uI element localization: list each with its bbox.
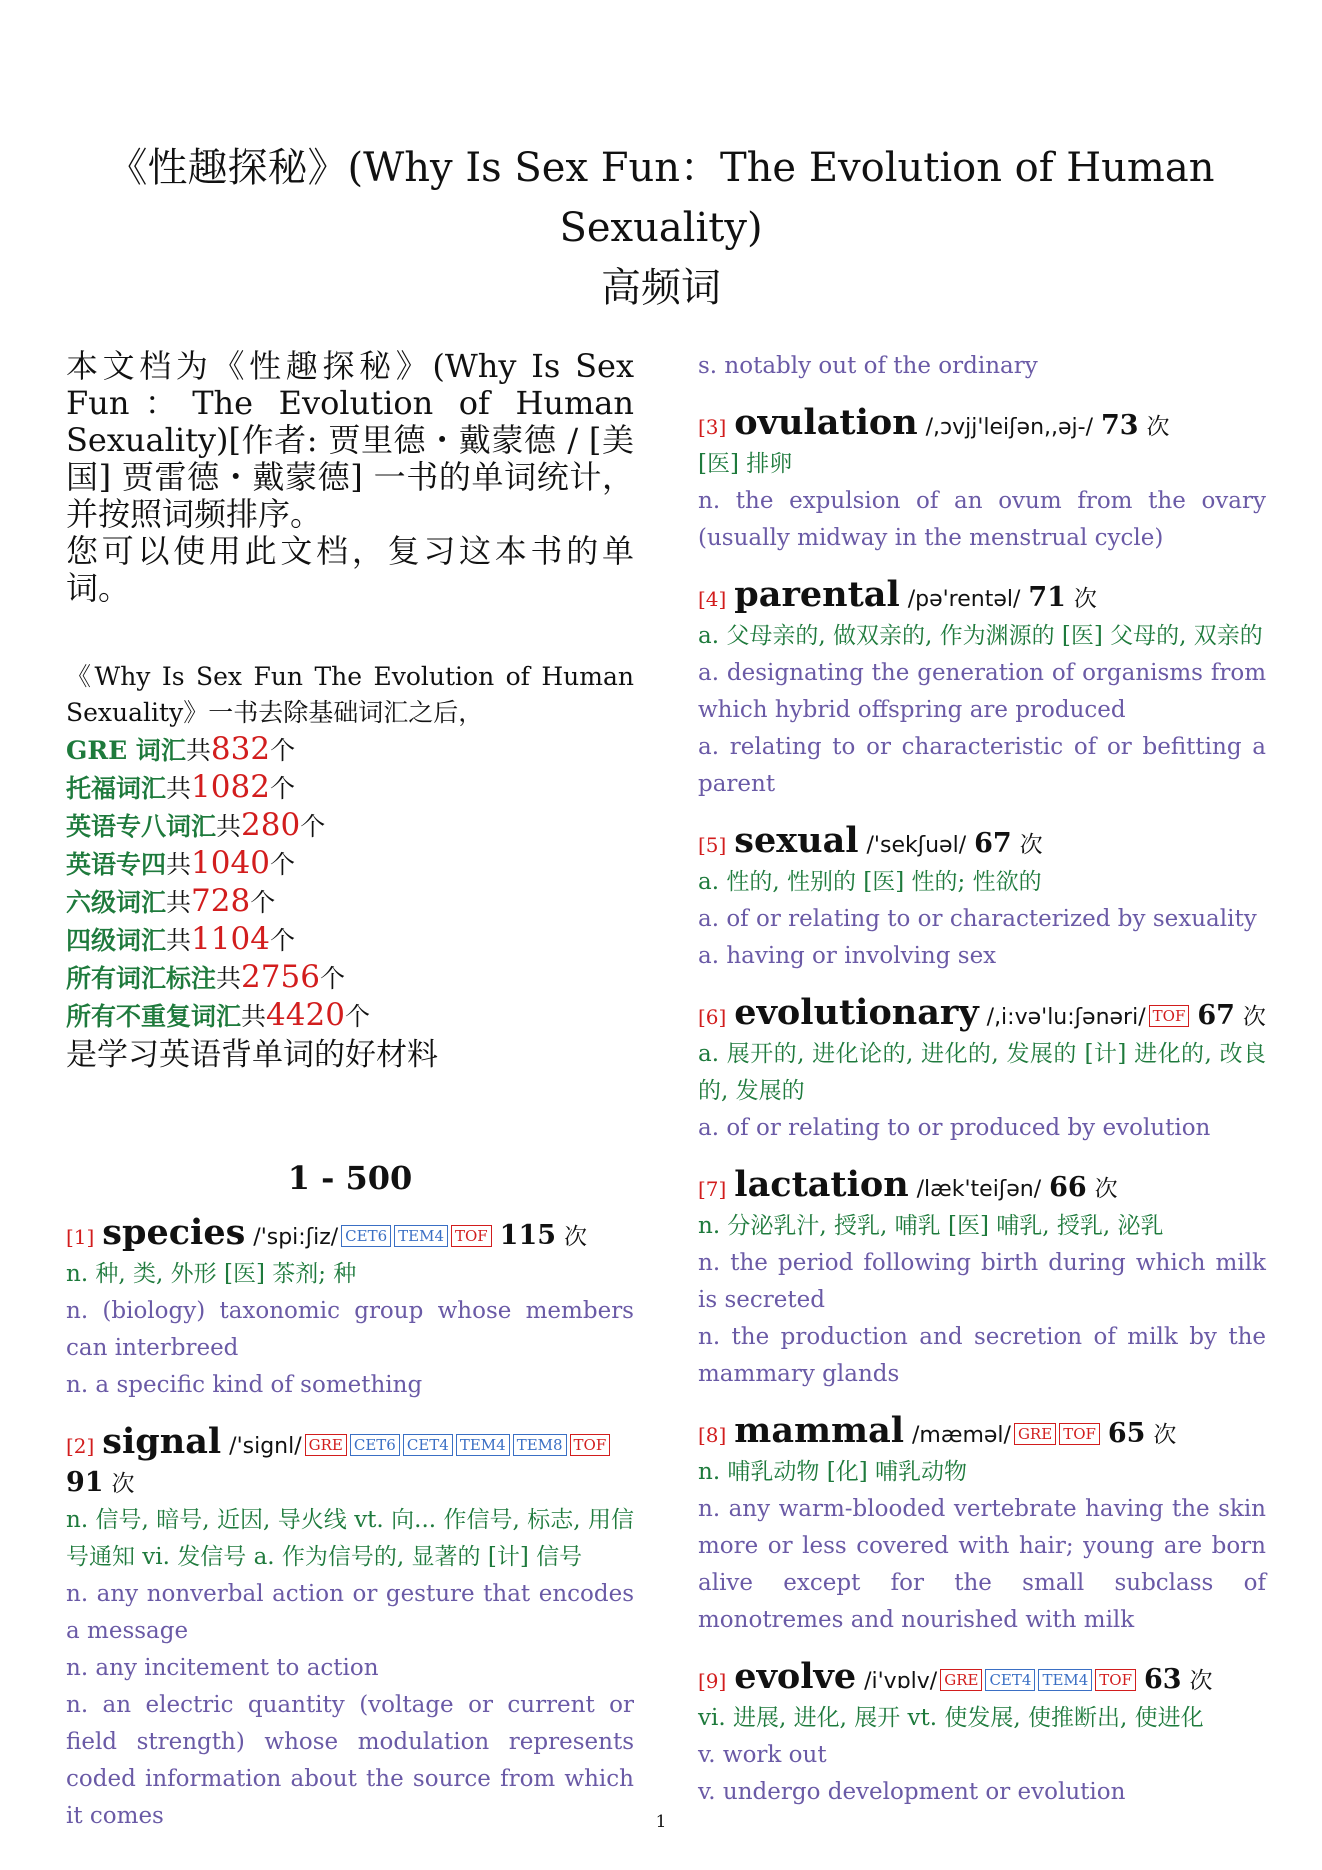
word-entry xyxy=(698,1656,1266,1811)
stat-line xyxy=(66,845,634,883)
stat-unit: 个 xyxy=(269,774,295,803)
entry-head xyxy=(698,1656,1266,1700)
definition-en: n. any warm-blooded vertebrate having the skin more or less covered with hair; young are born alive except for the small subclass of monotremes and nourished with milk xyxy=(698,1496,1266,1633)
stats-list xyxy=(66,731,634,1035)
stat-label: 所有不重复词汇 xyxy=(66,1002,242,1031)
entry-times-suffix: 次 xyxy=(1019,832,1043,858)
definition-en: a. designating the generation of organisms from which hybrid offspring are produced xyxy=(698,660,1266,723)
intro-paragraph-1: 本文档为《性趣探秘》(Why Is Sex Fun：The Evolution of Human Sexuality)[作者: 贾里德・戴蒙德 / [美国] 贾雷德・戴蒙德] 一书的单词统计，并按照词频排序。 xyxy=(66,347,634,533)
exam-tag: GRE xyxy=(940,1669,982,1691)
stat-label: 英语专八词汇 xyxy=(66,812,217,841)
exam-tag: TOF xyxy=(570,1434,611,1456)
entry-times-suffix: 次 xyxy=(1242,1004,1266,1030)
entry-phonetic: /i'vɒlv/ xyxy=(864,1669,938,1694)
definition-cn: n. 信号, 暗号, 近因, 导火线 vt. 向... 作信号, 标志, 用信号通知 vi. 发信号 a. 作为信号的, 显著的 [计] 信号 xyxy=(66,1507,634,1570)
entry-head xyxy=(698,1410,1266,1454)
word-entry xyxy=(698,1410,1266,1639)
stat-gong: 共 xyxy=(166,850,192,879)
word-entry xyxy=(66,1421,634,1835)
entry-phonetic: /,i:və'lu:ʃənəri/ xyxy=(986,1005,1146,1030)
stat-unit: 个 xyxy=(319,964,345,993)
entry-times-suffix: 次 xyxy=(1146,414,1170,440)
page-number: 1 xyxy=(655,1812,667,1832)
entry-word: mammal xyxy=(734,1410,905,1451)
entry-index: [5] xyxy=(698,833,727,857)
definition-en: n. any incitement to action xyxy=(66,1655,379,1681)
entry-word: lactation xyxy=(734,1164,909,1205)
document-title-block xyxy=(40,138,1282,318)
exam-tag: GRE xyxy=(1014,1423,1056,1445)
closing-line: 是学习英语背单词的好材料 xyxy=(66,1037,438,1073)
stat-line xyxy=(66,883,634,921)
stat-count: 1040 xyxy=(191,845,270,881)
stat-label: 四级词汇 xyxy=(66,926,167,955)
entry-frequency: 66 xyxy=(1049,1172,1087,1203)
definition-en: n. the expulsion of an ovum from the ovary (usually midway in the menstrual cycle) xyxy=(698,488,1266,551)
definition-en: v. work out xyxy=(698,1742,827,1768)
stat-unit: 个 xyxy=(270,736,296,765)
entry-head xyxy=(66,1212,634,1256)
document-subtitle: 高频词 xyxy=(601,265,721,311)
stat-count: 1104 xyxy=(191,921,270,957)
definition-cn: a. 展开的, 进化论的, 进化的, 发展的 [计] 进化的, 改良的, 发展的 xyxy=(698,1041,1266,1104)
entry-index: [8] xyxy=(698,1423,727,1447)
entry-head xyxy=(698,1164,1266,1208)
definition-en: a. having or involving sex xyxy=(698,943,997,969)
entry-head xyxy=(698,820,1266,864)
stat-line xyxy=(66,959,634,997)
definition-en: a. of or relating to or produced by evolution xyxy=(698,1115,1211,1141)
entry-phonetic: /,ɔvjj'leiʃən,,əj-/ xyxy=(925,415,1094,440)
word-entry xyxy=(698,402,1266,557)
entry-frequency: 91 xyxy=(66,1467,104,1498)
stat-gong: 共 xyxy=(216,812,242,841)
entry-frequency: 73 xyxy=(1100,410,1139,441)
range-heading: 1 - 500 xyxy=(287,1159,413,1197)
entry-head xyxy=(66,1421,634,1502)
entry-word: evolve xyxy=(734,1656,857,1697)
stat-gong: 共 xyxy=(166,888,192,917)
entry-word: species xyxy=(102,1212,246,1253)
exam-tag: TOF xyxy=(1095,1669,1136,1691)
exam-tag: TEM4 xyxy=(394,1225,448,1247)
word-entry xyxy=(698,574,1266,803)
entry-frequency: 67 xyxy=(1197,1000,1235,1031)
exam-tag: TEM4 xyxy=(1038,1669,1092,1691)
exam-tag: TEM4 xyxy=(456,1434,510,1456)
entries-right xyxy=(698,402,1266,1811)
exam-tag: CET6 xyxy=(350,1434,400,1456)
stat-unit: 个 xyxy=(250,888,276,917)
entry-head xyxy=(698,574,1266,618)
word-entry xyxy=(698,1164,1266,1393)
entry-times-suffix: 次 xyxy=(1094,1176,1118,1202)
word-entry xyxy=(698,820,1266,975)
entry-frequency: 63 xyxy=(1143,1664,1182,1695)
exam-tag: TOF xyxy=(1149,1005,1190,1027)
stat-gong: 共 xyxy=(241,1002,267,1031)
definition-cn: n. 种, 类, 外形 [医] 茶剂; 种 xyxy=(66,1261,357,1287)
definition-en: v. undergo development or evolution xyxy=(698,1779,1126,1805)
exam-tag: TEM8 xyxy=(513,1434,567,1456)
entry-times-suffix: 次 xyxy=(1153,1422,1177,1448)
entry-index: [4] xyxy=(698,587,727,611)
stat-gong: 共 xyxy=(166,926,192,955)
stat-count: 4420 xyxy=(266,997,345,1033)
stat-unit: 个 xyxy=(269,926,295,955)
intro-paragraph-2: 您可以使用此文档，复习这本书的单词。 xyxy=(66,532,634,607)
definition-en: n. (biology) taxonomic group whose members can interbreed xyxy=(66,1298,634,1361)
stat-unit: 个 xyxy=(269,850,295,879)
exam-tag: CET4 xyxy=(985,1669,1035,1691)
stat-label: 六级词汇 xyxy=(66,888,167,917)
stat-gong: 共 xyxy=(185,736,211,765)
stat-gong: 共 xyxy=(216,964,242,993)
definition-cn: a. 父母亲的, 做双亲的, 作为渊源的 [医] 父母的, 双亲的 xyxy=(698,623,1263,649)
entry-word: parental xyxy=(734,574,900,615)
entry-word: evolutionary xyxy=(734,992,979,1033)
stat-count: 2756 xyxy=(241,959,320,995)
entry-times-suffix: 次 xyxy=(1189,1668,1213,1694)
stat-label: 所有词汇标注 xyxy=(66,964,217,993)
entry-frequency: 65 xyxy=(1107,1418,1146,1449)
left-column xyxy=(66,348,634,1855)
definition-en: n. the production and secretion of milk by the mammary glands xyxy=(698,1324,1266,1387)
entry-index: [2] xyxy=(66,1434,95,1458)
definition-cn: n. 分泌乳汁, 授乳, 哺乳 [医] 哺乳, 授乳, 泌乳 xyxy=(698,1213,1164,1239)
stat-count: 728 xyxy=(191,883,251,919)
definition-cn: n. 哺乳动物 [化] 哺乳动物 xyxy=(698,1459,968,1485)
definition-en: n. an electric quantity (voltage or current or field strength) whose modulation represents coded information about the source from which it comes xyxy=(66,1692,634,1829)
stat-count: 1082 xyxy=(191,769,270,805)
right-column xyxy=(698,348,1266,1831)
entry-phonetic: /'spi:ʃiz/ xyxy=(253,1225,339,1250)
definition-en: n. any nonverbal action or gesture that encodes a message xyxy=(66,1581,634,1644)
entry-head xyxy=(698,402,1266,446)
definition-en: a. of or relating to or characterized by sexuality xyxy=(698,906,1257,932)
definition-en: n. a specific kind of something xyxy=(66,1372,423,1398)
stat-line xyxy=(66,769,634,807)
entry-index: [3] xyxy=(698,415,727,439)
stat-label: 托福词汇 xyxy=(66,774,167,803)
entry-index: [7] xyxy=(698,1177,727,1201)
stat-unit: 个 xyxy=(344,1002,370,1031)
definition-cn: vi. 进展, 进化, 展开 vt. 使发展, 使推断出, 使进化 xyxy=(698,1705,1204,1731)
entry-times-suffix: 次 xyxy=(564,1224,587,1250)
entry-word: signal xyxy=(102,1421,222,1462)
entry-index: [9] xyxy=(698,1669,727,1693)
document-title: 《性趣探秘》(Why Is Sex Fun：The Evolution of Human Sexuality) xyxy=(107,145,1215,251)
entry-frequency: 67 xyxy=(974,828,1012,859)
entry-index: [1] xyxy=(66,1225,95,1249)
exam-tag: TOF xyxy=(1059,1423,1100,1445)
exam-tag: CET6 xyxy=(341,1225,391,1247)
definition-cn: a. 性的, 性别的 [医] 性的; 性欲的 xyxy=(698,869,1042,895)
definition-cn: [医] 排卵 xyxy=(698,451,793,477)
stat-count: 832 xyxy=(210,731,271,767)
entry-word: sexual xyxy=(734,820,859,861)
stats-lead: 《Why Is Sex Fun The Evolution of Human Sexuality》一书去除基础词汇之后， xyxy=(66,662,634,727)
entries-left xyxy=(66,1212,634,1835)
word-entry xyxy=(698,992,1266,1147)
continued-definition: s. notably out of the ordinary xyxy=(698,353,1038,379)
entry-phonetic: /læk'teiʃən/ xyxy=(916,1177,1042,1202)
stat-unit: 个 xyxy=(300,812,326,841)
stat-label: 英语专四 xyxy=(66,850,167,879)
entry-phonetic: /pə'rentəl/ xyxy=(907,587,1021,612)
stat-line xyxy=(66,997,634,1035)
exam-tag: GRE xyxy=(305,1434,347,1456)
entry-phonetic: /'sekʃuəl/ xyxy=(866,833,967,858)
entry-times-suffix: 次 xyxy=(111,1471,135,1497)
stat-label: GRE 词汇 xyxy=(66,736,186,765)
entry-word: ovulation xyxy=(734,402,918,443)
stat-gong: 共 xyxy=(166,774,192,803)
stat-line xyxy=(66,731,634,769)
entry-frequency: 71 xyxy=(1028,582,1066,613)
entry-head xyxy=(698,992,1266,1036)
entry-phonetic: /mæməl/ xyxy=(912,1423,1011,1448)
exam-tag: TOF xyxy=(451,1225,492,1247)
entry-phonetic: /'signl/ xyxy=(229,1434,302,1459)
exam-tag: CET4 xyxy=(403,1434,453,1456)
stat-count: 280 xyxy=(241,807,301,843)
entry-times-suffix: 次 xyxy=(1073,586,1097,612)
stat-line xyxy=(66,921,634,959)
word-entry xyxy=(66,1212,634,1404)
entry-index: [6] xyxy=(698,1005,727,1029)
definition-en: n. the period following birth during which milk is secreted xyxy=(698,1250,1266,1313)
entry-frequency: 115 xyxy=(499,1220,557,1251)
definition-en: a. relating to or characteristic of or befitting a parent xyxy=(698,734,1266,797)
stat-line xyxy=(66,807,634,845)
